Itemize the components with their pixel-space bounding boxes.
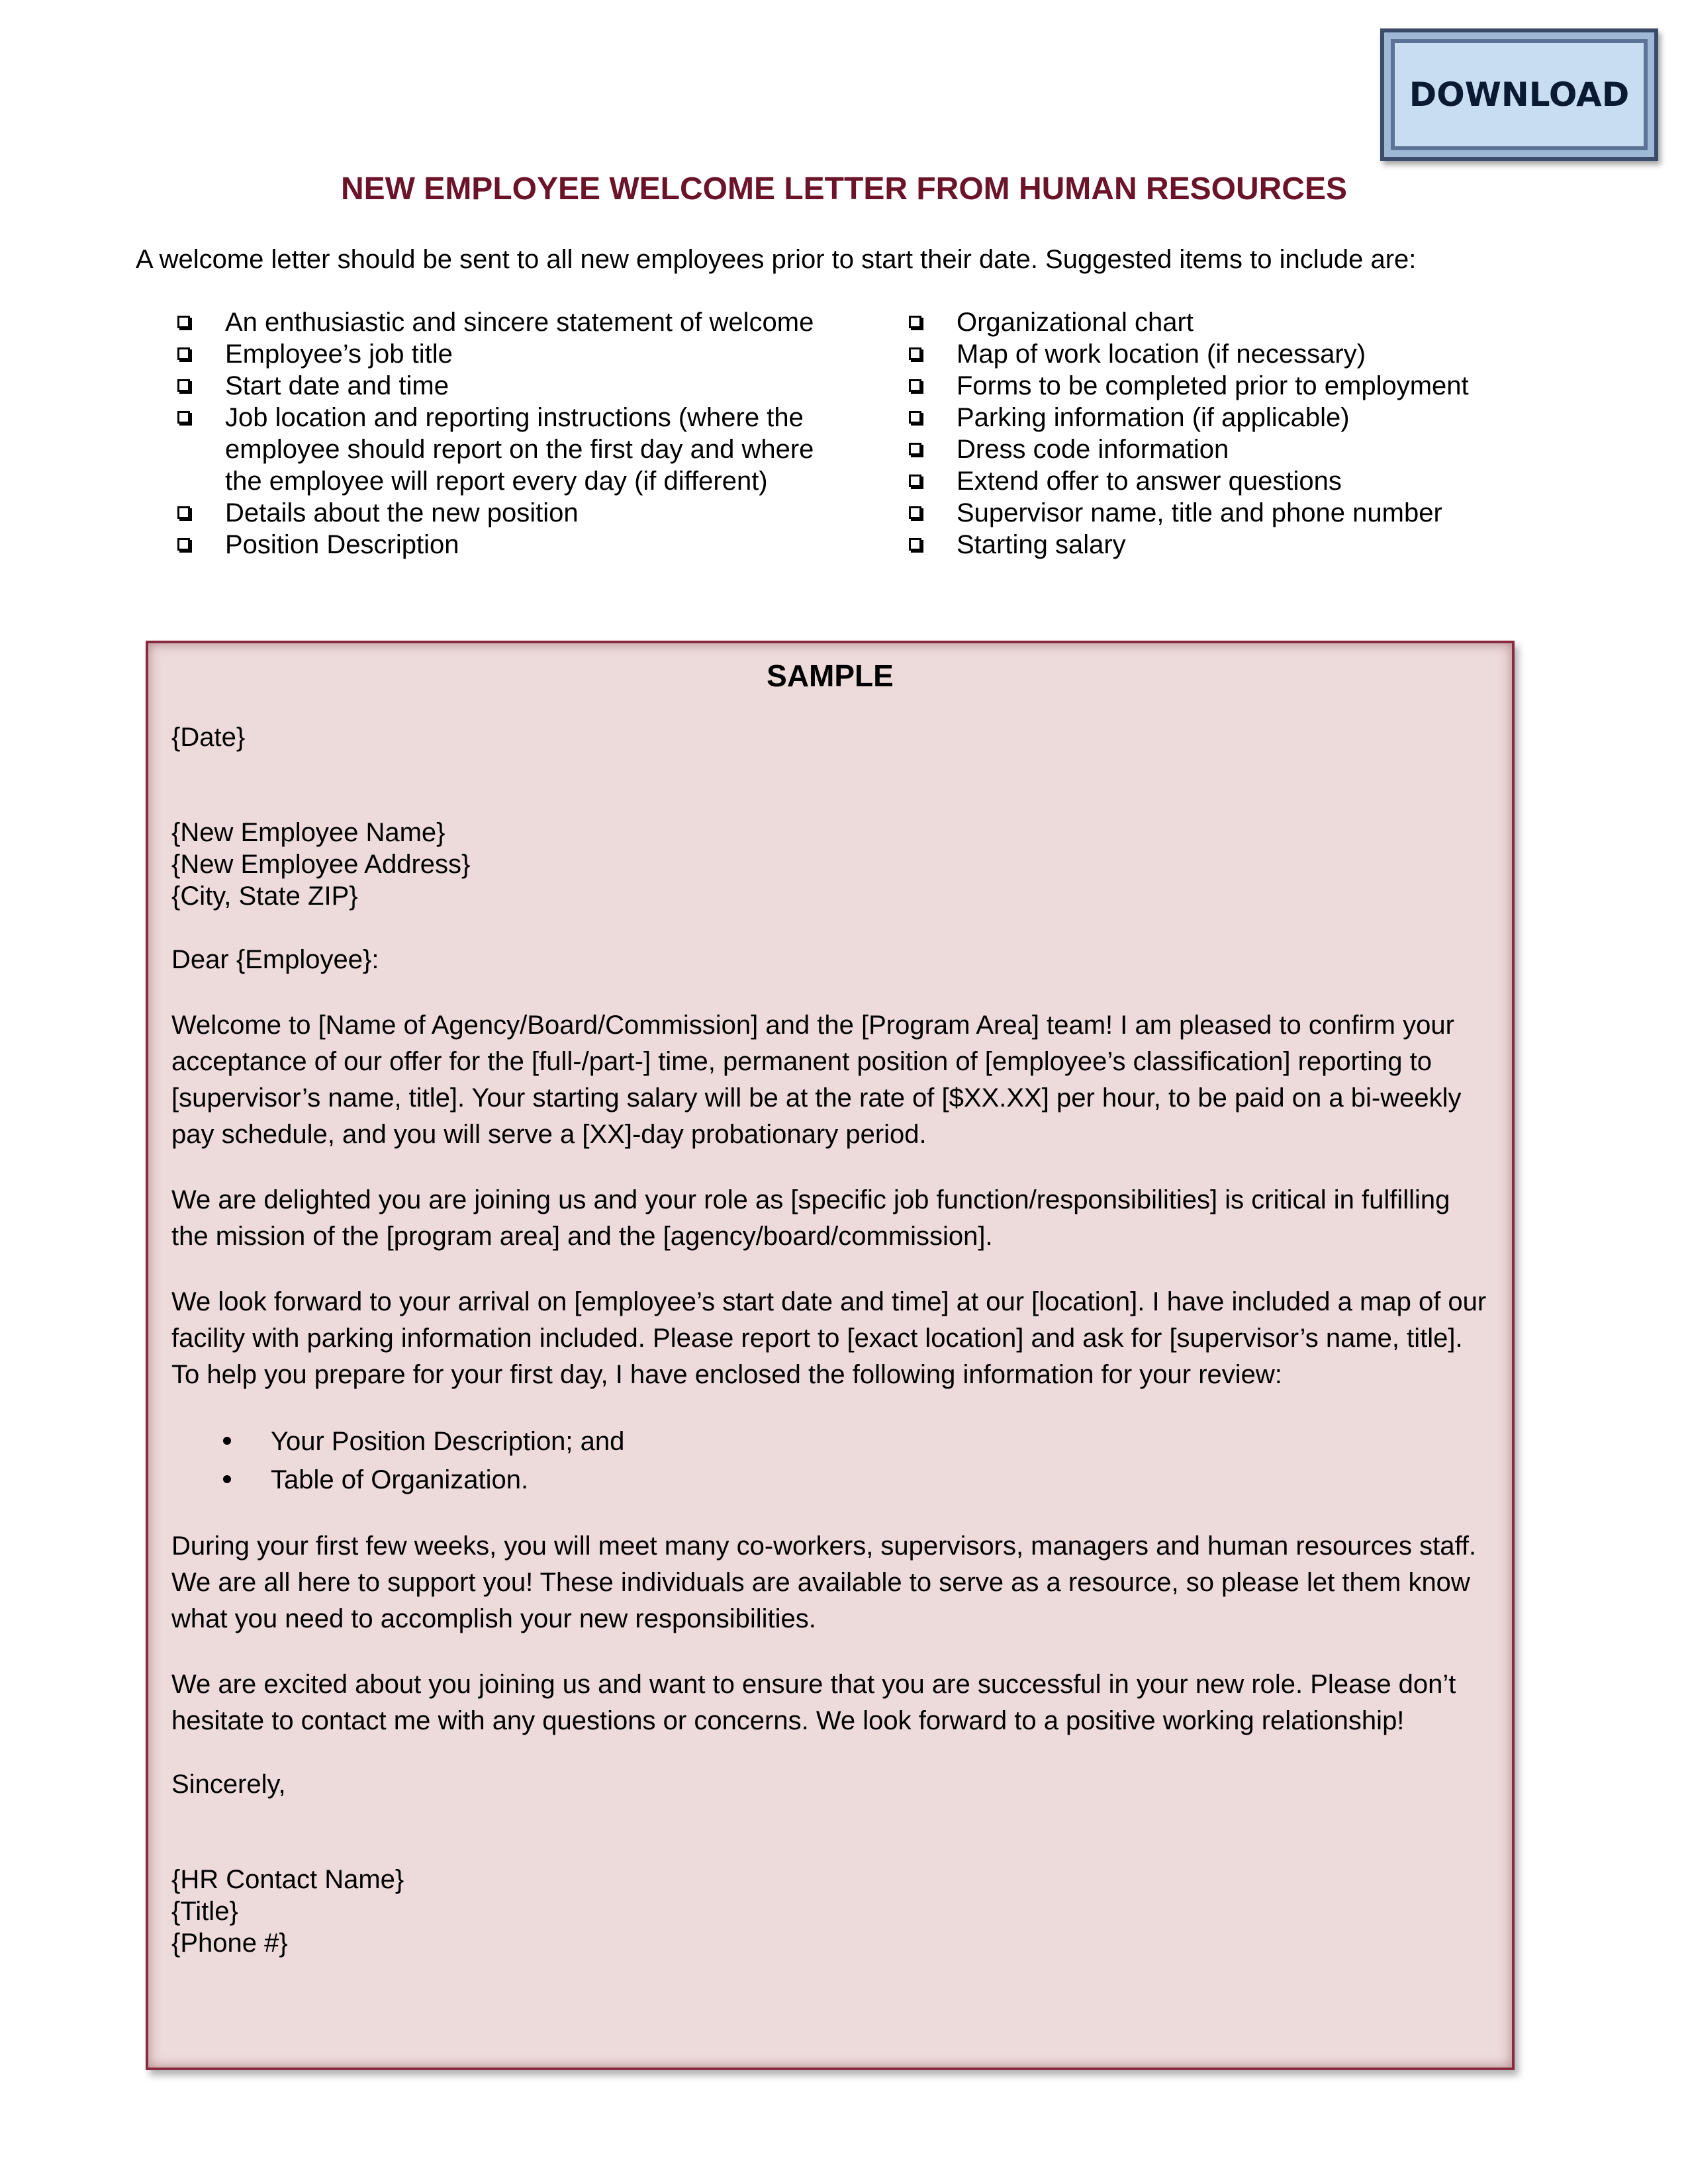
letter-date: {Date} <box>171 723 246 752</box>
checklist-item-label: Forms to be completed prior to employment <box>957 371 1469 400</box>
enclosure-label: Your Position Description; and <box>271 1427 625 1456</box>
page-title: NEW EMPLOYEE WELCOME LETTER FROM HUMAN RESOURCES <box>340 171 1347 206</box>
sample-letter-box <box>146 641 1515 2070</box>
bullet-icon <box>223 1437 231 1445</box>
bullet-icon <box>223 1475 231 1483</box>
letter-paragraph: We look forward to your arrival on [employee’s start date and time] at our [location]. I have included a map of our facility with parking information included. Please report to [exact location] and ask for [supervisor’s name, title]. To help you prepare for your first day, I have enclosed the following information for your review: <box>171 1287 1487 1389</box>
checklist-item <box>867 370 1562 402</box>
checklist-item <box>136 402 818 497</box>
checkbox-icon <box>909 411 921 424</box>
checklist-item <box>867 497 1562 529</box>
checklist-item-label: Employee’s job title <box>225 340 453 369</box>
checklist-item-label: Map of work location (if necessary) <box>957 340 1366 369</box>
letter-signoff: Sincerely, <box>171 1770 286 1799</box>
checkbox-icon <box>177 379 190 392</box>
checklist-item-label: Supervisor name, title and phone number <box>957 498 1442 527</box>
checkbox-icon <box>909 316 921 328</box>
sample-heading: SAMPLE <box>767 659 894 693</box>
checklist-item <box>136 338 818 370</box>
list-item <box>171 1422 1489 1461</box>
letter-paragraph: Welcome to [Name of Agency/Board/Commission] and the [Program Area] team! I am pleased to confirm your acceptance of our offer for the [full-/part-] time, permanent position of [employee’s classification] reporting to [supervisor’s name, title]. Your starting salary will be at the rate of [$XX.XX] per hour, to be paid on a bi-weekly pay schedule, and you will serve a [XX]-day probationary period. <box>171 1011 1462 1149</box>
signature-name: {HR Contact Name} <box>171 1865 404 1894</box>
checkbox-icon <box>909 538 921 551</box>
enclosure-label: Table of Organization. <box>271 1465 529 1494</box>
checklist-item <box>867 433 1562 465</box>
letter-salutation: Dear {Employee}: <box>171 945 379 974</box>
letter-paragraph: We are delighted you are joining us and your role as [specific job function/responsibilities] is critical in fulfilling the mission of the [program area] and the [agency/board/commission]. <box>171 1185 1450 1251</box>
checklist-item-label: Extend offer to answer questions <box>957 467 1342 496</box>
checklist-item <box>867 306 1562 338</box>
signature-title: {Title} <box>171 1897 238 1926</box>
checkbox-icon <box>177 347 190 360</box>
letter-paragraph: We are excited about you joining us and want to ensure that you are successful in your new role. Please don’t hesitate to contact me with any questions or concerns. We look forward to a positive working relationship! <box>171 1670 1456 1735</box>
signature-phone: {Phone #} <box>171 1929 288 1958</box>
checkbox-icon <box>909 506 921 519</box>
checklist-item-label: Parking information (if applicable) <box>957 403 1350 432</box>
address-city: {City, State ZIP} <box>171 882 358 911</box>
checklist-right <box>867 306 1562 561</box>
checklist-item <box>867 402 1562 433</box>
checklist-item-label: Dress code information <box>957 435 1229 464</box>
checkbox-icon <box>177 316 190 328</box>
checklist-left <box>136 306 818 561</box>
checklist-item <box>867 465 1562 497</box>
address-name: {New Employee Name} <box>171 818 445 847</box>
download-button[interactable]: DOWNLOAD <box>1380 28 1658 161</box>
checklist-item <box>136 370 818 402</box>
checklist-item-label: Details about the new position <box>225 498 579 527</box>
checklist-item <box>136 497 818 529</box>
sample-letter-body <box>171 721 1489 1959</box>
checkbox-icon <box>909 379 921 392</box>
checklist-item <box>136 306 818 338</box>
letter-paragraph: During your first few weeks, you will meet many co-workers, supervisors, managers and human resources staff. We are all here to support you! These individuals are available to serve as a resource, so please let them know what you need to accomplish your new responsibilities. <box>171 1531 1477 1633</box>
enclosure-list <box>171 1422 1489 1499</box>
checklist-item-label: Organizational chart <box>957 308 1194 337</box>
list-item <box>171 1461 1489 1499</box>
checklist-item-label: Starting salary <box>957 530 1126 559</box>
checklist-item <box>867 529 1562 561</box>
checkbox-icon <box>909 475 921 487</box>
checkbox-icon <box>177 538 190 551</box>
address-street: {New Employee Address} <box>171 850 471 879</box>
checklist-item-label: Position Description <box>225 530 459 559</box>
checkbox-icon <box>177 506 190 519</box>
checklist-item-label: Job location and reporting instructions (where the employee should report on the first day and where the employee will report every day (if different) <box>225 403 814 496</box>
checklist-item-label: An enthusiastic and sincere statement of welcome <box>225 308 814 337</box>
checkbox-icon <box>909 443 921 455</box>
checklist-item-label: Start date and time <box>225 371 449 400</box>
checklist-item <box>867 338 1562 370</box>
checklist-item <box>136 529 818 561</box>
checkbox-icon <box>177 411 190 424</box>
intro-text: A welcome letter should be sent to all new employees prior to start their date. Suggested items to include are: <box>136 245 1417 274</box>
checkbox-icon <box>909 347 921 360</box>
